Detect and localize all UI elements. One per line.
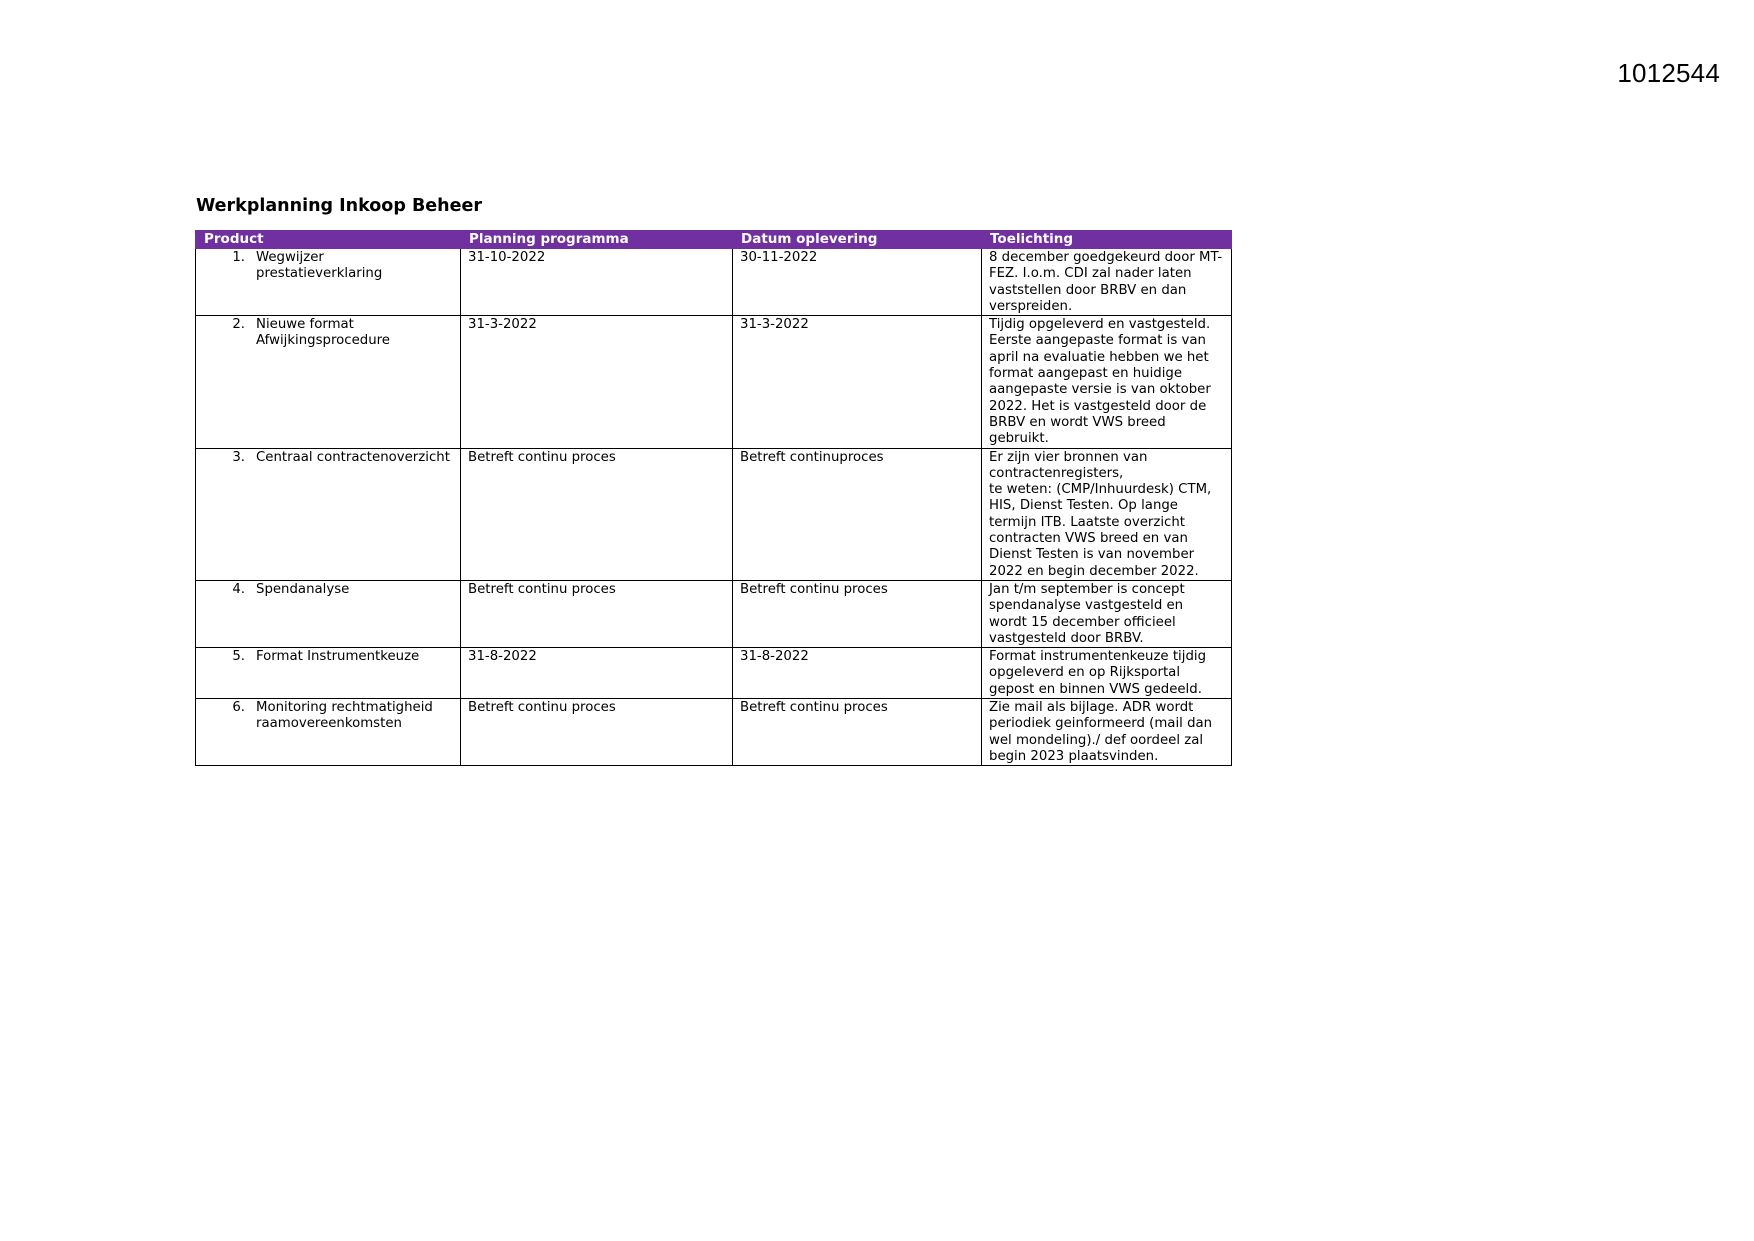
table-header-row xyxy=(196,231,1232,249)
product-cell xyxy=(196,316,461,448)
table-row xyxy=(196,699,1232,766)
header-datum-oplevering: Datum oplevering xyxy=(733,231,982,249)
row-number: 3. xyxy=(232,449,245,465)
header-planning-programma: Planning programma xyxy=(461,231,733,249)
work-planning-table xyxy=(195,230,1232,766)
document-title: Werkplanning Inkoop Beheer xyxy=(196,196,482,216)
product-cell xyxy=(196,448,461,580)
product-cell xyxy=(196,699,461,766)
table-row xyxy=(196,249,1232,316)
oplevering-cell: Betreft continu proces xyxy=(733,699,982,766)
oplevering-cell: 30-11-2022 xyxy=(733,249,982,316)
planning-cell: 31-8-2022 xyxy=(461,648,733,699)
row-number: 1. xyxy=(232,250,245,265)
header-toelichting: Toelichting xyxy=(982,231,1232,249)
toelichting-cell: Format instrumentenkeuze tijdig opgeleverd en op Rijksportal gepost en binnen VWS gedeeld. xyxy=(982,648,1232,699)
planning-cell: 31-10-2022 xyxy=(461,249,733,316)
row-number: 6. xyxy=(232,700,245,716)
document-number: 1012544 xyxy=(1617,58,1720,88)
toelichting-cell: Jan t/m september is concept spendanalyse vastgesteld en wordt 15 december officieel vastgesteld door BRBV. xyxy=(982,580,1232,647)
table-row xyxy=(196,648,1232,699)
product-name: Monitoring rechtmatigheid raamovereenkomsten xyxy=(256,700,433,732)
product-cell xyxy=(196,580,461,647)
product-name: Nieuwe format Afwijkingsprocedure xyxy=(256,317,390,349)
row-number: 5. xyxy=(232,649,245,665)
toelichting-cell: Zie mail als bijlage. ADR wordt periodiek geinformeerd (mail dan wel mondeling)./ def oordeel zal begin 2023 plaatsvinden. xyxy=(982,699,1232,766)
planning-cell: Betreft continu proces xyxy=(461,448,733,580)
planning-cell: 31-3-2022 xyxy=(461,316,733,448)
oplevering-cell: 31-3-2022 xyxy=(733,316,982,448)
planning-cell: Betreft continu proces xyxy=(461,699,733,766)
product-name: Format Instrumentkeuze xyxy=(256,649,420,665)
row-number: 4. xyxy=(232,581,245,597)
toelichting-cell: Er zijn vier bronnen van contractenregisters, te weten: (CMP/Inhuurdesk) CTM, HIS, Dienst Testen. Op lange termijn ITB. Laatste overzicht contracten VWS breed en van Dienst Testen is van november 2022 en begin december 2022. xyxy=(982,448,1232,580)
planning-cell: Betreft continu proces xyxy=(461,580,733,647)
header-product: Product xyxy=(196,231,461,249)
oplevering-cell: 31-8-2022 xyxy=(733,648,982,699)
toelichting-cell: 8 december goedgekeurd door MT- FEZ. I.o.m. CDI zal nader laten vaststellen door BRBV en dan verspreiden. xyxy=(982,249,1232,316)
product-name: Spendanalyse xyxy=(256,581,350,597)
row-number: 2. xyxy=(232,317,245,333)
product-name: Centraal contractenoverzicht xyxy=(256,449,450,465)
product-cell xyxy=(196,648,461,699)
oplevering-cell: Betreft continuproces xyxy=(733,448,982,580)
table-row xyxy=(196,580,1232,647)
table-row xyxy=(196,316,1232,448)
product-cell xyxy=(196,249,461,316)
oplevering-cell: Betreft continu proces xyxy=(733,580,982,647)
toelichting-cell: Tijdig opgeleverd en vastgesteld. Eerste aangepaste format is van april na evaluatie hebben we het format aangepast en huidige aangepaste versie is van oktober 2022. Het is vastgesteld door de BRBV en wordt VWS breed gebruikt. xyxy=(982,316,1232,448)
table-row xyxy=(196,448,1232,580)
product-name: Wegwijzer prestatieverklaring xyxy=(256,250,383,282)
